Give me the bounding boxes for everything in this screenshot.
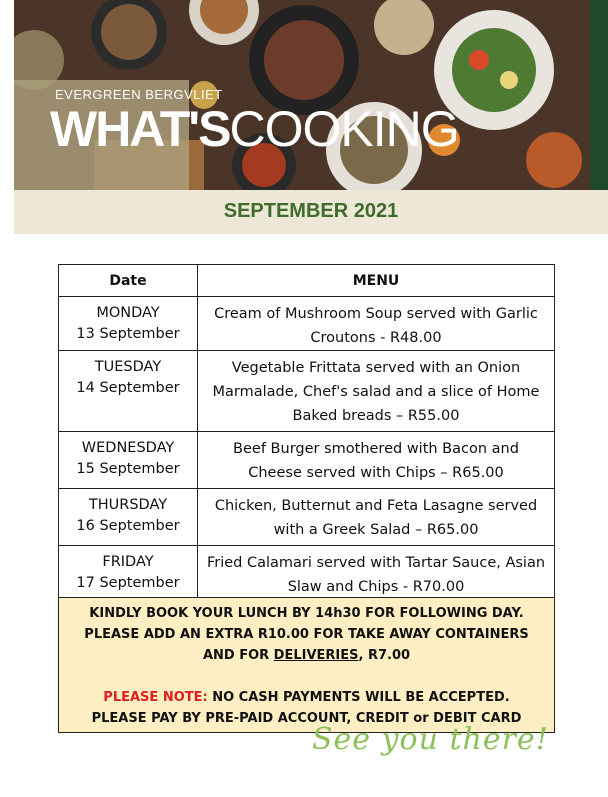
dish-cell: Vegetable Frittata served with an Onion Marmalade, Chef's salad and a slice of Home Baked breads – R55.00 [198,351,555,432]
brand-name: EVERGREEN BERGVLIET [55,87,223,102]
table-row [59,489,555,546]
menu-table [58,264,555,604]
day-name: MONDAY [96,305,160,321]
day-cell [59,297,198,351]
day-name: THURSDAY [88,497,168,513]
day-cell [59,546,198,604]
title-bold: WHAT'S [50,101,230,157]
day-date: 14 September [76,380,180,396]
dish-cell: Fried Calamari served with Tartar Sauce, Asian Slaw and Chips - R70.00 [198,546,555,604]
notice-text: , R7.00 [358,648,411,663]
day-date: 16 September [76,518,180,534]
day-date: 13 September [76,326,180,342]
notice-line: PLEASE PAY BY PRE-PAID ACCOUNT, CREDIT or DEBIT CARD [91,711,522,726]
notice-line: KINDLY BOOK YOUR LUNCH BY 14h30 FOR FOLLOWING DAY. [89,606,524,621]
notice-line [59,687,554,708]
table-row [59,297,555,351]
day-date: 17 September [76,575,180,591]
banner-edge [590,0,608,190]
month-label: SEPTEMBER 2021 [223,200,399,222]
notice-line [59,645,554,666]
day-cell [59,489,198,546]
table-row [59,351,555,432]
dish-cell: Chicken, Butternut and Feta Lasagne served with a Greek Salad – R65.00 [198,489,555,546]
signoff-text: See you there! [312,722,549,757]
notice-text: AND FOR [202,648,274,663]
day-cell [59,351,198,432]
month-strip [14,190,608,234]
day-name: WEDNESDAY [81,440,175,456]
title-light: COOKING [229,101,459,157]
table-row [59,432,555,489]
table-header-row [59,265,555,297]
dish-cell: Beef Burger smothered with Bacon and Cheese served with Chips – R65.00 [198,432,555,489]
booking-notice [58,597,555,733]
day-name: FRIDAY [102,554,154,570]
table-row [59,546,555,604]
day-name: TUESDAY [94,359,162,375]
column-header-menu: MENU [198,265,555,297]
day-date: 15 September [76,461,180,477]
note-label: PLEASE NOTE: [103,690,208,705]
column-header-date: Date [59,265,198,297]
note-text: NO CASH PAYMENTS WILL BE ACCEPTED. [207,690,510,705]
day-cell [59,432,198,489]
page-title [50,101,459,157]
notice-line: PLEASE ADD AN EXTRA R10.00 FOR TAKE AWAY CONTAINERS [84,627,529,642]
deliveries-link[interactable]: DELIVERIES [273,648,359,663]
dish-cell: Cream of Mushroom Soup served with Garlic Croutons - R48.00 [198,297,555,351]
